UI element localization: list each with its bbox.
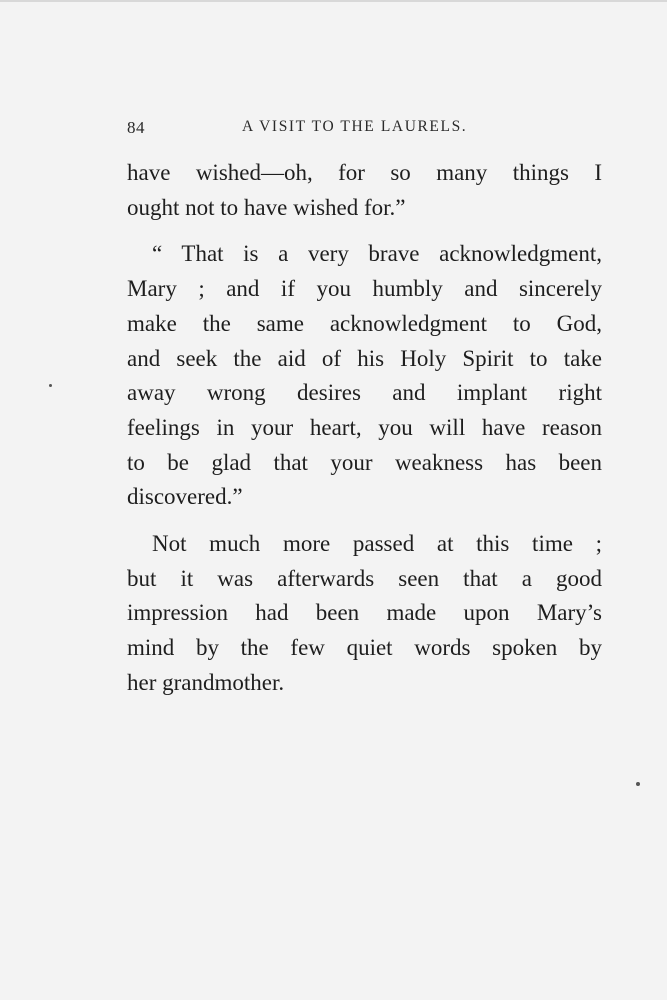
text-line: away wrong desires and implant right bbox=[127, 380, 602, 406]
paragraph-1 bbox=[127, 156, 602, 225]
text-line: her grandmother. bbox=[127, 669, 285, 695]
paragraph-2 bbox=[127, 237, 602, 515]
text-line: feelings in your heart, you will have reason bbox=[127, 414, 602, 440]
running-title: A VISIT TO THE LAURELS. bbox=[242, 118, 468, 135]
page-header bbox=[127, 118, 602, 140]
text-line: Not much more passed at this time ; bbox=[152, 531, 602, 557]
page-number: 84 bbox=[127, 118, 145, 137]
text-line: to be glad that your weakness has been bbox=[127, 449, 602, 475]
text-line: make the same acknowledgment to God, bbox=[127, 310, 602, 336]
text-line: “ That is a very brave acknowledgment, bbox=[152, 241, 602, 267]
paragraph-3 bbox=[127, 527, 602, 701]
text-line: ought not to have wished for.” bbox=[127, 194, 406, 220]
paper-speck bbox=[49, 384, 52, 387]
text-line: but it was afterwards seen that a good bbox=[127, 565, 602, 591]
paper-speck bbox=[636, 782, 640, 786]
text-line: and seek the aid of his Holy Spirit to take bbox=[127, 345, 602, 371]
text-line: impression had been made upon Mary’s bbox=[127, 600, 602, 626]
text-line: mind by the few quiet words spoken by bbox=[127, 635, 602, 661]
text-line: Mary ; and if you humbly and sincerely bbox=[127, 276, 602, 302]
body-text bbox=[127, 156, 602, 701]
text-line: have wished—oh, for so many things I bbox=[127, 160, 602, 185]
text-line: discovered.” bbox=[127, 484, 243, 510]
